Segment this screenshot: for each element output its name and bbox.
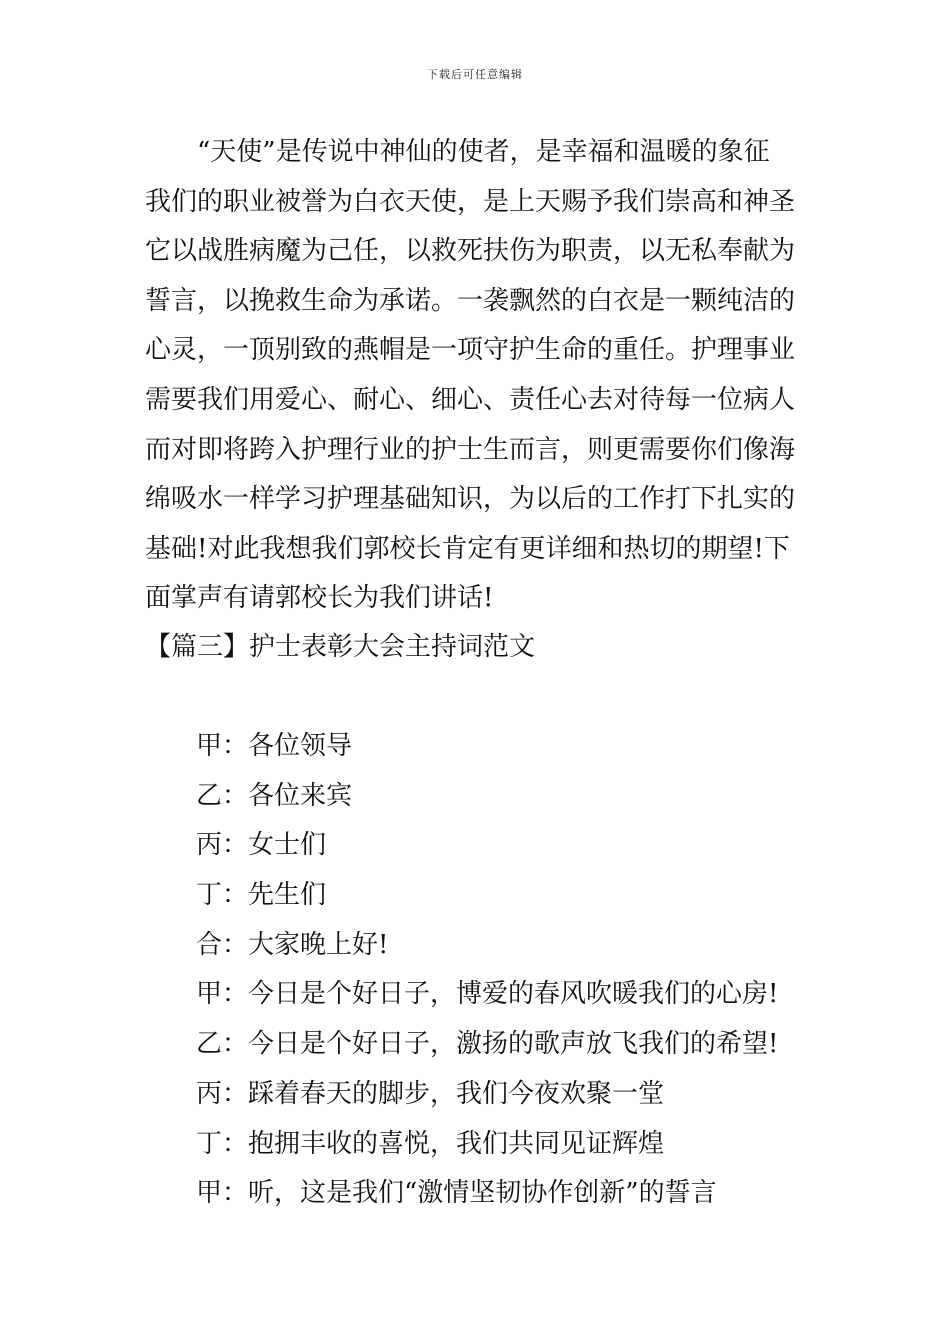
body-paragraph [145,128,810,624]
paragraph-line: 誓言，以挽救生命为承诺。一袭飘然的白衣是一颗纯洁的 [145,285,796,316]
dialogue-line: 合：大家晚上好! [196,929,389,960]
page-header-note: 下载后可任意编辑 [427,68,523,81]
dialogue-line: 丙：女士们 [196,830,327,861]
paragraph-line: 心灵，一顶别致的燕帽是一项守护生命的重任。护理事业 [145,335,796,366]
paragraph-line: 基础!对此我想我们郭校长肯定有更详细和热切的期望!下 [145,533,790,564]
paragraph-line: 而对即将跨入护理行业的护士生而言，则更需要你们像海 [145,434,796,465]
paragraph-line: 我们的职业被誉为白衣天使，是上天赐予我们崇高和神圣 [145,186,796,217]
paragraph-line: “天使”是传说中神仙的使者，是幸福和温暖的象征 [197,137,770,167]
dialogue-line: 甲：听，这是我们“激情坚韧协作创新”的誓言 [196,1178,717,1209]
dialogue-line: 丁：先生们 [196,880,327,911]
paragraph-line: 需要我们用爱心、耐心、细心、责任心去对待每一位病人 [145,384,796,415]
section-heading: 【篇三】护士表彰大会主持词范文 [145,632,536,662]
dialogue-line: 丙：踩着春天的脚步，我们今夜欢聚一堂 [196,1078,665,1109]
paragraph-line: 它以战胜病魔为己任，以救死扶伤为职责，以无私奉献为 [145,236,796,267]
dialogue-line: 甲：各位领导 [196,731,353,761]
paragraph-line: 绵吸水一样学习护理基础知识，为以后的工作打下扎实的 [145,484,796,515]
dialogue-line: 乙：各位来宾 [196,780,353,811]
dialogue-line: 乙：今日是个好日子，激扬的歌声放飞我们的希望! [196,1029,779,1060]
dialogue-line: 丁：抱拥丰收的喜悦，我们共同见证辉煌 [196,1128,665,1159]
dialogue-line: 甲：今日是个好日子，博爱的春风吹暖我们的心房! [196,979,779,1010]
paragraph-line: 面掌声有请郭校长为我们讲话! [145,583,494,614]
dialogue-list [196,722,816,1219]
